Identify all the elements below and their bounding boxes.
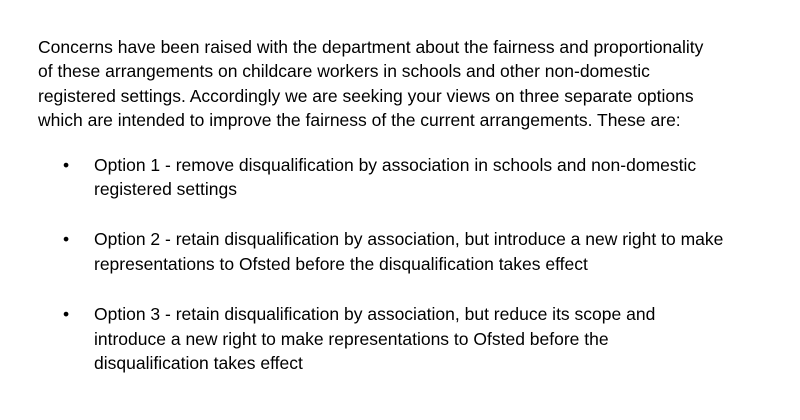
option-line: registered settings — [94, 179, 237, 200]
intro-line: registered settings. Accordingly we are seeking your views on three separate options — [38, 85, 694, 106]
intro-line: Concerns have been raised with the department about the fairness and proportionality — [38, 37, 704, 57]
option-item-2 — [38, 227, 768, 276]
bullet-icon: • — [63, 154, 70, 175]
option-line: Option 1 - remove disqualification by association in schools and non-domestic — [94, 154, 697, 175]
bullet-icon: • — [63, 229, 70, 250]
intro-line: which are intended to improve the fairness of the current arrangements. These are: — [38, 110, 681, 131]
option-line: Option 2 - retain disqualification by association, but introduce a new right to make — [94, 229, 724, 250]
document-body — [38, 35, 768, 375]
intro-line: of these arrangements on childcare workers in schools and other non-domestic — [38, 61, 650, 82]
option-line: representations to Ofsted before the disqualification takes effect — [94, 253, 588, 274]
option-item-3 — [38, 302, 768, 375]
option-line: disqualification takes effect — [94, 353, 303, 374]
bullet-icon: • — [63, 304, 70, 325]
intro-paragraph — [38, 35, 768, 133]
option-line: introduce a new right to make representations to Ofsted before the — [94, 328, 609, 349]
option-item-1 — [38, 153, 768, 202]
option-line: Option 3 - retain disqualification by association, but reduce its scope and — [94, 304, 656, 325]
options-list — [38, 153, 768, 376]
